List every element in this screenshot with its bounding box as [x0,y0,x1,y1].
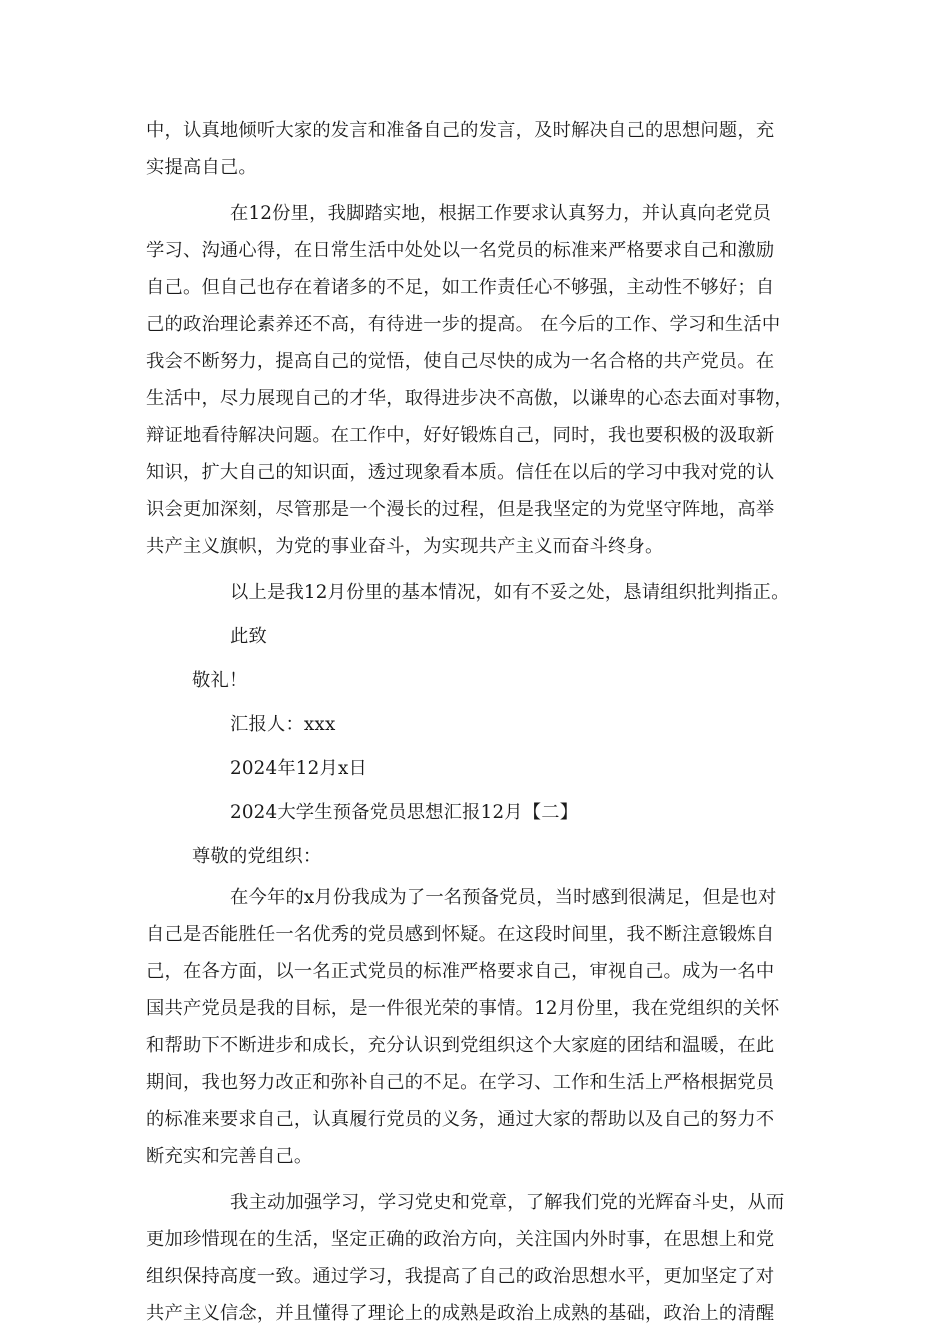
section-title: 2024大学生预备党员思想汇报12月【二】 [230,802,579,823]
text-line: 生活中，尽力展现自己的才华，取得进步决不高傲，以谦卑的心态去面对事物， [146,388,793,409]
text-line: 辩证地看待解决问题。在工作中，好好锻炼自己，同时，我也要积极的汲取新 [146,425,775,446]
text-line: 我主动加强学习，学习党史和党章，了解我们党的光辉奋斗史，从而 [230,1192,785,1213]
document-page [146,112,806,1332]
text-line: 的标准来要求自己，认真履行党员的义务，通过大家的帮助以及自己的努力不 [146,1109,775,1130]
paragraph-continued [146,112,806,186]
text-line: 实提高自己。 [146,157,257,178]
text-line: 更加珍惜现在的生活，坚定正确的政治方向，关注国内外时事，在思想上和党 [146,1229,775,1250]
reporter-line: 汇报人：xxx [230,714,336,735]
text-line: 期间，我也努力改正和弥补自己的不足。在学习、工作和生活上严格根据党员 [146,1072,775,1093]
jing-li: 敬礼！ [192,670,248,691]
paragraph-study [146,1184,806,1332]
date-line: 2024年12月x日 [230,758,367,779]
text-line: 组织保持高度一致。通过学习，我提高了自己的政治思想水平，更加坚定了对 [146,1266,775,1287]
text-line: 识会更加深刻，尽管那是一个漫长的过程，但是我坚定的为党坚守阵地，高举 [146,499,775,520]
text-line: 和帮助下不断进步和成长，充分认识到党组织这个大家庭的团结和温暖，在此 [146,1035,775,1056]
text-line: 国共产党员是我的目标，是一件很光荣的事情。12月份里，我在党组织的关怀 [146,998,780,1019]
text-line: 己，在各方面，以一名正式党员的标准严格要求自己，审视自己。成为一名中 [146,961,775,982]
ci-zhi: 此致 [230,626,267,647]
text-line: 学习、沟通心得，在日常生活中处处以一名党员的标准来严格要求自己和激励 [146,240,775,261]
text-line: 断充实和完善自己。 [146,1146,313,1167]
text-line: 知识，扩大自己的知识面，透过现象看本质。信任在以后的学习中我对党的认 [146,462,775,483]
text-line: 共产主义旗帜，为党的事业奋斗，为实现共产主义而奋斗终身。 [146,536,664,557]
spacer [146,1175,806,1184]
text-line: 共产主义信念，并且懂得了理论上的成熟是政治上成熟的基础，政治上的清醒 [146,1303,775,1324]
paragraph-intro [146,879,806,1175]
spacer [146,186,806,195]
text-line: 己的政治理论素养还不高，有待进一步的提高。 在今后的工作、学习和生活中 [146,314,781,335]
text-line: 自己。但自己也存在着诸多的不足，如工作责任心不够强，主动性不够好；自 [146,277,775,298]
paragraph-december [146,195,806,565]
salutation: 尊敬的党组织： [192,846,322,867]
closing-sentence: 以上是我12月份里的基本情况，如有不妥之处，恳请组织批判指正。 [230,582,790,603]
text-line: 自己是否能胜任一名优秀的党员感到怀疑。在这段时间里，我不断注意锻炼自 [146,924,775,945]
text-line: 在今年的x月份我成为了一名预备党员，当时感到很满足，但是也对 [230,887,777,908]
text-line: 我会不断努力，提高自己的觉悟，使自己尽快的成为一名合格的共产党员。在 [146,351,775,372]
text-line: 中，认真地倾听大家的发言和准备自己的发言，及时解决自己的思想问题，充 [146,120,775,141]
text-line: 在12份里，我脚踏实地，根据工作要求认真努力，并认真向老党员 [230,203,772,224]
